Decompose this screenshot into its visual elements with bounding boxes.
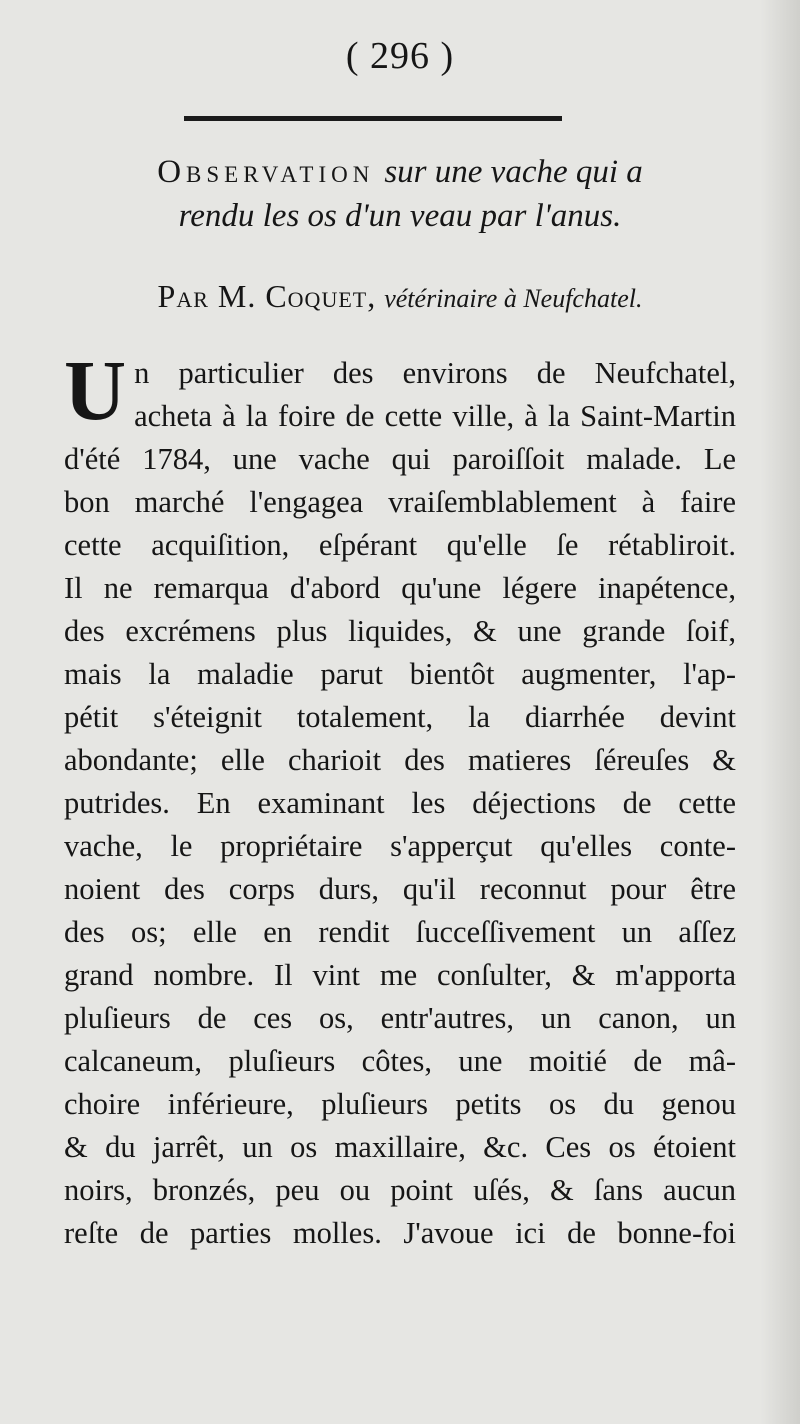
- body-line: des excrémens plus liquides, & une grande ſoif,: [64, 614, 736, 648]
- body-line: Il ne remarqua d'abord qu'une légere inapétence,: [64, 571, 736, 605]
- body-line: pluſieurs de ces os, entr'autres, un canon, un: [64, 1001, 736, 1035]
- body-line: reſte de parties molles. J'avoue ici de bonne-foi: [64, 1216, 736, 1250]
- body-line: & du jarrêt, un os maxillaire, &c. Ces os étoient: [64, 1130, 736, 1164]
- body-line: noirs, bronzés, peu ou point uſés, & ſans aucun: [64, 1173, 736, 1207]
- body-line: noient des corps durs, qu'il reconnut pour être: [64, 872, 736, 906]
- title-italic-part-1: sur une vache qui a: [384, 154, 643, 190]
- body-line: d'été 1784, une vache qui paroiſſoit malade. Le: [64, 442, 736, 476]
- drop-cap: U: [64, 342, 127, 438]
- author-name: Par M. Coquet,: [157, 278, 377, 314]
- page-number: ( 296 ): [345, 35, 455, 77]
- author-line: [0, 278, 800, 315]
- body-line: mais la maladie parut bientôt augmenter, l'ap-: [64, 657, 736, 691]
- body-text: [64, 342, 736, 1255]
- body-line: putrides. En examinant les déjections de cette: [64, 786, 736, 820]
- title-caps-word: Observation: [157, 154, 375, 190]
- body-line: cette acquiſition, eſpérant qu'elle ſe rétabliroit.: [64, 528, 736, 562]
- article-title-line-2: rendu les os d'un veau par l'anus.: [178, 198, 622, 234]
- body-line: acheta à la foire de cette ville, à la Saint-Martin: [134, 399, 736, 433]
- body-line: vache, le propriétaire s'apperçut qu'elles conte-: [64, 829, 736, 863]
- body-line: pétit s'éteignit totalement, la diarrhée devint: [64, 700, 736, 734]
- body-line: n particulier des environs de Neufchatel,: [134, 356, 736, 390]
- body-line: des os; elle en rendit ſucceſſivement un aſſez: [64, 915, 736, 949]
- body-line: grand nombre. Il vint me conſulter, & m'apporta: [64, 958, 736, 992]
- body-line: abondante; elle charioit des matieres ſéreuſes &: [64, 743, 736, 777]
- body-line: calcaneum, pluſieurs côtes, une moitié de mâ-: [64, 1044, 736, 1078]
- article-title-line-1: [0, 154, 800, 191]
- header-rule: [184, 116, 562, 121]
- author-role: vétérinaire à Neufchatel.: [384, 284, 643, 313]
- body-line: bon marché l'engagea vraiſemblablement à faire: [64, 485, 736, 519]
- body-line: choire inférieure, pluſieurs petits os du genou: [64, 1087, 736, 1121]
